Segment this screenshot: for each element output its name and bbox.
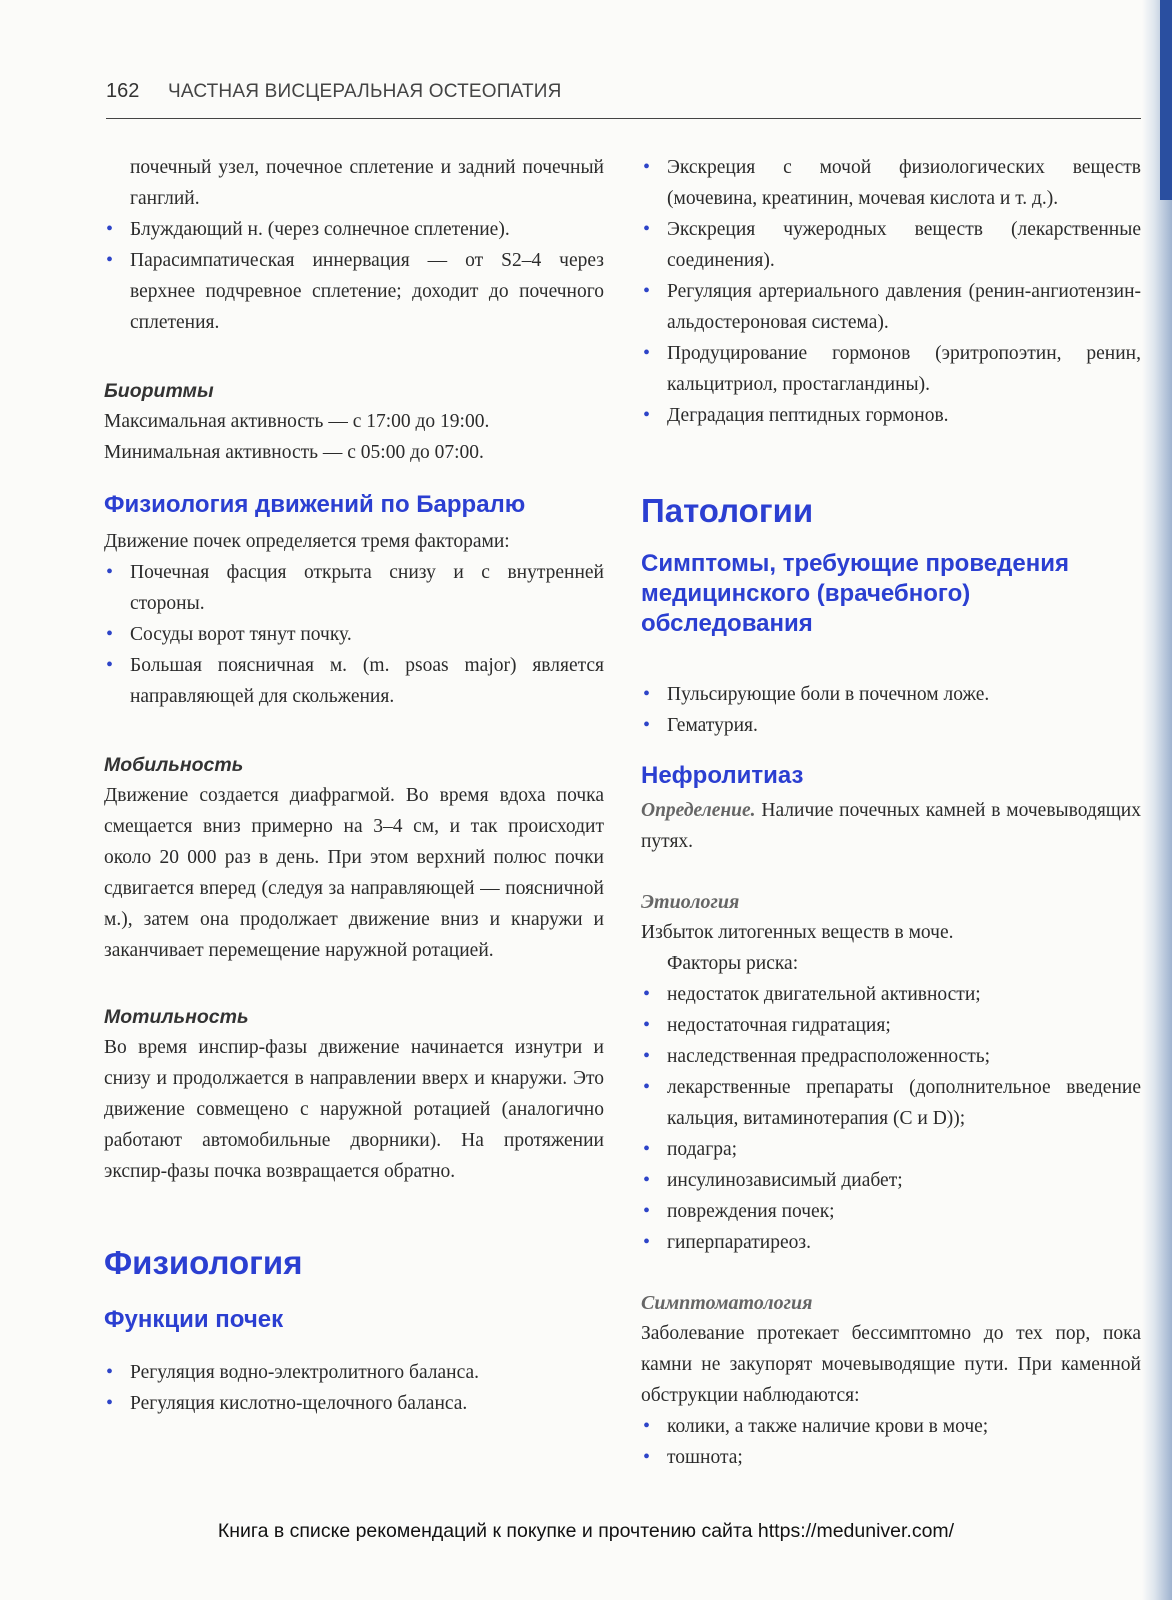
running-header	[106, 80, 1141, 119]
mobility-text: Движение создается диафрагмой. Во время вдоха почка смещается вниз примерно на 3–4 см, и так происходит около 20 000 раз в день. При этом верхний полюс почки сдвигается вперед (следуя за направляющей — поясничной м.), затем она продолжает движение вниз и кнаружи и заканчивает перемещение наружной ротацией.	[104, 785, 604, 961]
symptom-list	[641, 679, 1141, 741]
biorhythms-max: Максимальная активность — с 17:00 до 19:00.	[104, 411, 490, 432]
left-column	[104, 152, 604, 1419]
footer-note: Книга в списке рекомендаций к покупке и прочтению сайта https://meduniver.com/	[217, 1520, 955, 1542]
motility-heading: Мотильность	[104, 1006, 249, 1028]
list-item: • Продуцирование гормонов (эритропоэтин, ренин, кальцитриол, простагландины).	[641, 338, 1141, 400]
list-item: • Гематурия.	[641, 710, 1141, 741]
continued-text: почечный узел, почечное сплетение и задний почечный ганглий.	[130, 157, 604, 209]
list-item: • Регуляция артериального давления (ренин-ангиотензин-альдостероновая система).	[641, 276, 1141, 338]
list-item: • Пульсирующие боли в почечном ложе.	[641, 679, 1141, 710]
list-item: • колики, а также наличие крови в моче;	[641, 1411, 1141, 1442]
etiology-text: Избыток литогенных веществ в моче.	[641, 922, 954, 943]
symptoms-heading: Симптомы, требующие проведения медицинского (врачебного) обследования	[641, 550, 1069, 637]
definition-text: Наличие почечных камней в мочевыводящих путях.	[641, 800, 1141, 852]
list-item: • Регуляция водно-электролитного баланса.	[104, 1357, 604, 1388]
page-edge-marker	[1160, 0, 1172, 200]
page-edge-shadow	[1142, 0, 1172, 1600]
physiology-heading: Физиология	[104, 1244, 303, 1281]
list-item: • Сосуды ворот тянут почку.	[104, 619, 604, 650]
obstruction-list	[641, 1411, 1141, 1473]
mobility-heading: Мобильность	[104, 754, 244, 776]
function-list-left	[104, 1357, 604, 1419]
list-item: • повреждения почек;	[641, 1196, 1141, 1227]
nerve-list	[104, 214, 604, 338]
list-item: • недостаточная гидратация;	[641, 1010, 1141, 1041]
function-list-right	[641, 152, 1141, 431]
list-item: • Почечная фасция открыта снизу и с внутренней стороны.	[104, 557, 604, 619]
barral-intro: Движение почек определяется тремя факторами:	[104, 531, 510, 552]
list-item: • Экскреция с мочой физиологических веществ (мочевина, креатинин, мочевая кислота и т. д.).	[641, 152, 1141, 214]
list-item: • Парасимпатическая иннервация — от S2–4 через верхнее подчревное сплетение; доходит до почечного сплетения.	[104, 245, 604, 338]
list-item: • Экскреция чужеродных веществ (лекарственные соединения).	[641, 214, 1141, 276]
pathology-heading: Патологии	[641, 492, 814, 529]
list-item: • лекарственные препараты (дополнительное введение кальция, витаминотерапия (C и D));	[641, 1072, 1141, 1134]
list-item: • Деградация пептидных гормонов.	[641, 400, 1141, 431]
motility-text: Во время инспир-фазы движение начинается изнутри и снизу и продолжается в направлении вверх и кнаружи. Это движение совмещено с наружной ротацией (аналогично работают автомобильные дворники). На протяжении экспир-фазы почка возвращается обратно.	[104, 1037, 604, 1182]
biorhythms-min: Минимальная активность — с 05:00 до 07:00.	[104, 442, 484, 463]
list-item: • инсулинозависимый диабет;	[641, 1165, 1141, 1196]
barral-list	[104, 557, 604, 712]
definition-label: Определение.	[641, 800, 756, 821]
risk-factors-label: Факторы риска:	[667, 953, 799, 974]
list-item: • Большая поясничная м. (m. psoas major) является направляющей для скольжения.	[104, 650, 604, 712]
symptomatology-heading: Симптоматология	[641, 1292, 813, 1314]
kidney-functions-heading: Функции почек	[104, 1306, 284, 1333]
list-item: • недостаток двигательной активности;	[641, 979, 1141, 1010]
symptomatology-text: Заболевание протекает бессимптомно до тех пор, пока камни не закупорят мочевыводящие пути. При каменной обструкции наблюдаются:	[641, 1323, 1141, 1406]
list-item: • наследственная предрасположенность;	[641, 1041, 1141, 1072]
list-item: • Блуждающий н. (через солнечное сплетение).	[104, 214, 604, 245]
right-column	[641, 152, 1141, 1473]
risk-list	[641, 979, 1141, 1258]
list-item: • гиперпаратиреоз.	[641, 1227, 1141, 1258]
list-item: • подагра;	[641, 1134, 1141, 1165]
biorhythms-heading: Биоритмы	[104, 380, 214, 402]
nephrolithiasis-heading: Нефролитиаз	[641, 762, 804, 789]
definition-paragraph	[641, 795, 1141, 857]
etiology-heading: Этиология	[641, 891, 740, 913]
list-item: • Регуляция кислотно-щелочного баланса.	[104, 1388, 604, 1419]
running-title: ЧАСТНАЯ ВИСЦЕРАЛЬНАЯ ОСТЕОПАТИЯ	[168, 81, 562, 102]
list-item: • тошнота;	[641, 1442, 1141, 1473]
barral-heading: Физиология движений по Барралю	[104, 491, 526, 518]
page-number: 162	[106, 80, 140, 102]
